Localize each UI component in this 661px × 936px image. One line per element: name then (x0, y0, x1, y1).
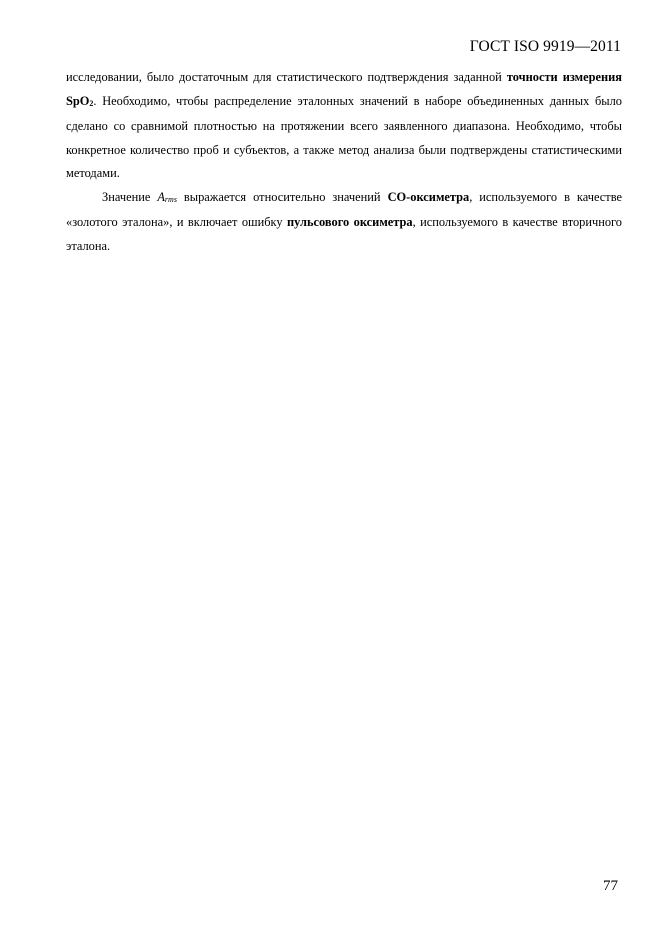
term-co-oximeter: CO-оксиметра (387, 189, 470, 204)
paragraph1-text-2: . Необходимо, чтобы распределение эталонных значений в наборе объединенных данных было сделано со сравнимой плотностью на протяжении всего заявленного диапазона. Необходимо, чтобы конкретное количество проб и субъектов, а также метод анализа были подтверждены статистическими методами. (66, 93, 622, 180)
paragraph-arms-definition (66, 186, 622, 259)
document-body (66, 66, 622, 258)
paragraph2-text-1: Значение (102, 189, 158, 204)
paragraph2-text-2: выражается относительно значений (176, 189, 388, 204)
spo2-subscript: 2 (89, 98, 94, 108)
arms-subscript: rms (164, 194, 177, 204)
paragraph2-text-3: , используемого в качестве «золотого эталона», и включает ошибку (66, 189, 623, 229)
document-standard-id: ГОСТ ISO 9919—2011 (469, 38, 621, 55)
term-pulse-oximeter: пульсового оксиметра (286, 215, 413, 229)
paragraph2-text-4: , используемого в качестве вторичного эталона. (66, 215, 622, 253)
arms-letter: A (157, 189, 165, 204)
paragraph-accuracy-confirmation (66, 66, 622, 186)
page-number: 77 (603, 878, 618, 894)
term-measurement-accuracy-text: точности измерения SpO (66, 70, 622, 108)
arms-symbol (157, 190, 177, 204)
paragraph1-text-1: исследовании, было достаточным для статистического подтверждения заданной (66, 70, 507, 84)
